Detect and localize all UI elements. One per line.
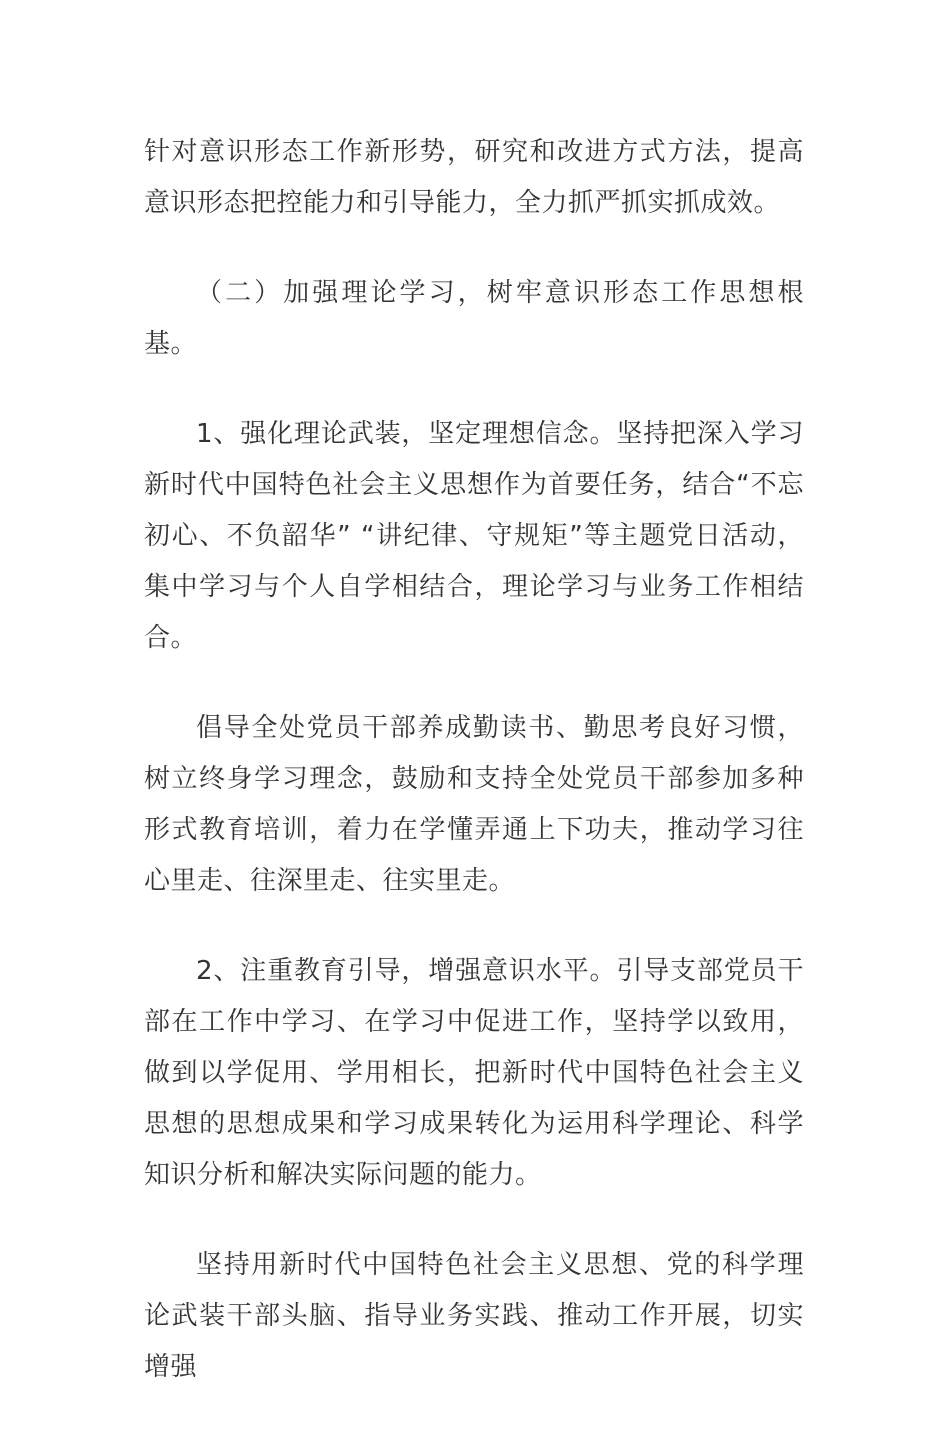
paragraph-study-habits: 倡导全处党员干部养成勤读书、勤思考良好习惯，树立终身学习理念，鼓励和支持全处党员干部参加多种形式教育培训，着力在学懂弄通上下功夫，推动学习往心里走、往深里走、往实里走。	[144, 713, 804, 896]
paragraph-theory-application: 坚持用新时代中国特色社会主义思想、党的科学理论武装干部头脑、指导业务实践、推动工作开展，切实增强	[144, 1250, 804, 1382]
paragraph-item-1: 1、强化理论武装，坚定理想信念。坚持把深入学习新时代中国特色社会主义思想作为首要任务，结合“不忘初心、不负韶华” “讲纪律、守规矩”等主题党日活动，集中学习与个人自学相结合，理论学习与业务工作相结合。	[144, 419, 804, 653]
document-body	[144, 127, 804, 1432]
paragraph-item-2: 2、注重教育引导，增强意识水平。引导支部党员干部在工作中学习、在学习中促进工作，坚持学以致用，做到以学促用、学用相长，把新时代中国特色社会主义思想的思想成果和学习成果转化为运用科学理论、科学知识分析和解决实际问题的能力。	[144, 956, 804, 1190]
section-heading: （二）加强理论学习，树牢意识形态工作思想根基。	[144, 278, 804, 359]
paragraph-continuation: 针对意识形态工作新形势，研究和改进方式方法，提高意识形态把控能力和引导能力，全力抓严抓实抓成效。	[144, 137, 804, 218]
